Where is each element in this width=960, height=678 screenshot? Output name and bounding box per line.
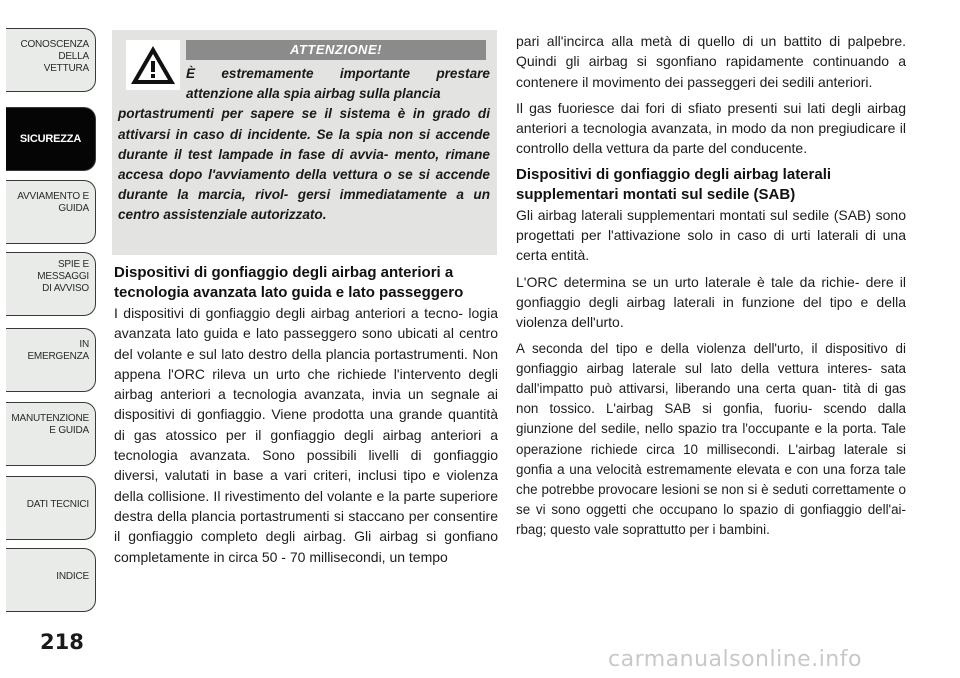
paragraph-gonfiaggio-laterale: A seconda del tipo e della violenza dell'urto, il dispositivo di gonfiaggio airbag laterale sul lato della vettura interes- sata dall'impatto può attivarsi, liberando una certa quan- tità di gas non tossico. L'airbag SAB si gonfia, fuoriu- scendo dalla giunzione del sedile, nello spazio tra l'occupante e la porta. Tale operazione richiede circa 10 millisecondi. L'airbag laterale si gonfia a una velocità estremamente elevata e con una forza tale che potrebbe provocare lesioni se non si è seduti correttamente o se vi sono oggetti che occupano lo spazio di gonfiaggio dell'ai- rbag; questo vale soprattutto per i bambini. <box>516 340 906 538</box>
left-column <box>114 263 498 573</box>
tab-manutenzione[interactable]: MANUTENZIONE E GUIDA <box>6 402 96 466</box>
warning-title: ATTENZIONE! <box>186 40 486 60</box>
warning-text-rest: portastrumenti per sapere se il sistema è in grado di attivarsi in caso di incidente. Se la spia non si accende durante il test lampade in fase di avvia- mento, rimane accesa dopo l'avviamento della vettura o se si accende durante la marcia, rivol- gersi immediatamente a un centro assistenziale autorizzato. <box>118 106 490 223</box>
chapter-sidebar <box>0 0 100 600</box>
tab-dati-tecnici[interactable]: DATI TECNICI <box>6 476 96 540</box>
page-number: 218 <box>40 630 84 654</box>
watermark: carmanualsonline.info <box>608 647 862 672</box>
warning-text <box>118 64 490 226</box>
tab-conoscenza-vettura[interactable]: CONOSCENZA DELLA VETTURA <box>6 28 96 92</box>
tab-in-emergenza[interactable]: IN EMERGENZA <box>6 328 96 392</box>
right-column <box>516 31 906 541</box>
heading-airbag-laterali: Dispositivi di gonfiaggio degli airbag laterali supplementari montati sul sedile (SAB) <box>516 165 832 203</box>
paragraph-fori-sfiato: Il gas fuoriesce dai fori di sfiato presenti sui lati degli airbag anteriori a tecnologia avanzata, in modo da non pregiudicare il controllo della vettura da parte del conducente. <box>516 99 906 157</box>
paragraph-orc: L'ORC determina se un urto laterale è tale da richie- dere il gonfiaggio degli airbag laterali in funzione del tipo e della violenza dell'urto. <box>516 273 906 331</box>
tab-sicurezza[interactable]: SICUREZZA <box>6 107 96 171</box>
paragraph-airbag-anteriori: I dispositivi di gonfiaggio degli airbag anteriori a tecno- logia avanzata lato guida e lato passeggero sono ubicati al centro del volante e sul lato destro della plancia portastrumenti. Non appena l'ORC rileva un urto che richiede l'intervento degli airbag anteriori a tecnologia avanzata, invia un segnale ai dispositivi di gonfiaggio. Viene prodotta una grande quantità di gas atossico per il gonfiaggio degli airbag anteriori a tecnologia avanzata. Sono possibili livelli di gonfiaggio diversi, valutati in base a vari criteri, inclusi tipo e violenza della collisione. Il rivestimento del volante e la parte superiore destra della plancia portastrumenti si staccano per consentire il gonfiaggio completo degli airbag. Gli airbag si gonfiano completamente in circa 50 - 70 millisecondi, un tempo <box>114 305 498 565</box>
heading-airbag-anteriori: Dispositivi di gonfiaggio degli airbag anteriori a tecnologia avanzata lato guida e lato passeggero <box>114 264 464 301</box>
tab-spie-messaggi[interactable]: SPIE E MESSAGGI DI AVVISO <box>6 252 96 316</box>
tab-indice[interactable]: INDICE <box>6 548 96 612</box>
paragraph-sgonfiaggio: pari all'incirca alla metà di quello di un battito di palpebre. Quindi gli airbag si sgonfiano rapidamente continuando a contenere il movimento dei passeggeri dei sedili anteriori. <box>516 33 906 90</box>
tab-avviamento-guida[interactable]: AVVIAMENTO E GUIDA <box>6 180 96 244</box>
paragraph-sab: Gli airbag laterali supplementari montati sul sedile (SAB) sono progettati per l'attivazione solo in caso di urti laterali di una certa entità. <box>516 206 906 264</box>
warning-text-lead: È estremamente importante prestare attenzione alla spia airbag sulla plancia <box>186 66 490 102</box>
